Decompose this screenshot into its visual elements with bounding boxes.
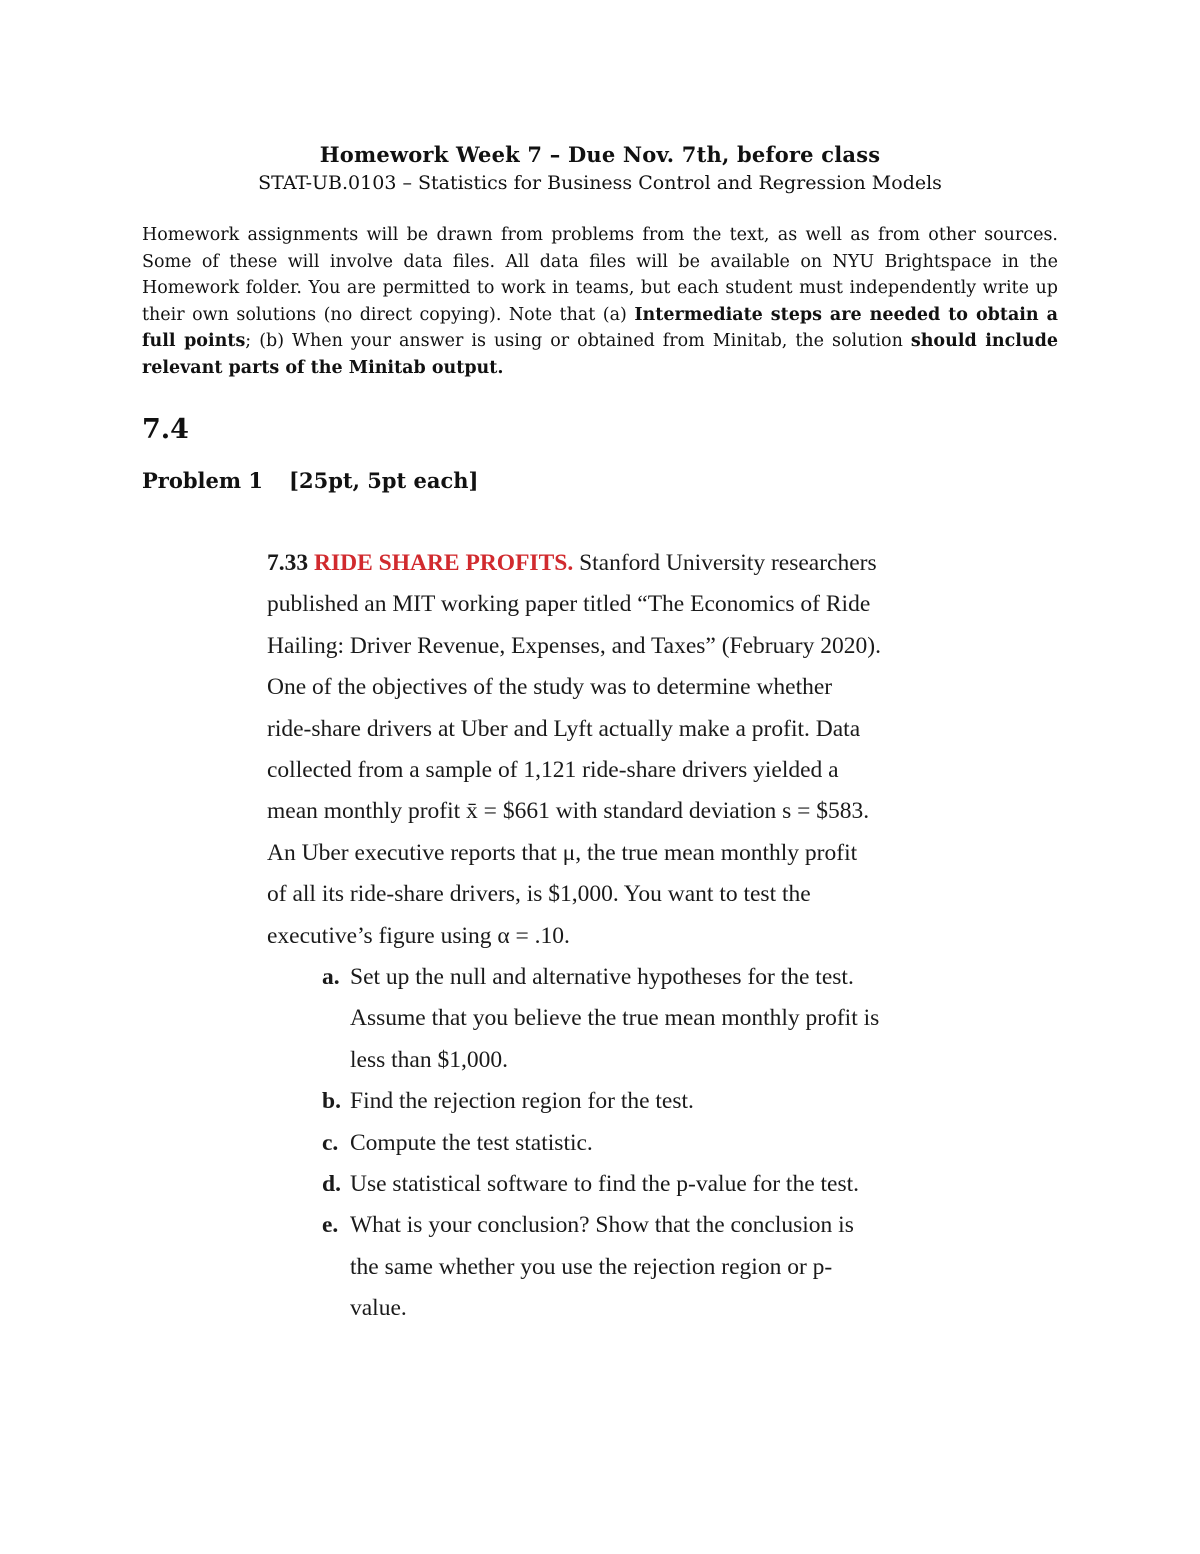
part-line: value.: [350, 1295, 407, 1322]
part-line: Use statistical software to find the p-value for the test.: [350, 1171, 860, 1198]
excerpt-line: ride-share drivers at Uber and Lyft actually make a profit. Data: [267, 715, 861, 742]
part-text: [350, 957, 962, 1081]
excerpt-line: Hailing: Driver Revenue, Expenses, and Taxes” (February 2020).: [267, 632, 881, 659]
excerpt-line: One of the objectives of the study was to determine whether: [267, 674, 833, 701]
textbook-excerpt: [267, 543, 947, 957]
excerpt-line: An Uber executive reports that μ, the true mean monthly profit: [267, 839, 858, 866]
part-line: Set up the null and alternative hypotheses for the test.: [350, 964, 854, 990]
part-line: less than $1,000.: [350, 1046, 508, 1073]
part-letter: c.: [322, 1129, 339, 1156]
excerpt-line: collected from a sample of 1,121 ride-share drivers yielded a: [267, 757, 839, 784]
excerpt-line-text: Stanford University researchers: [573, 550, 877, 576]
problem-points: [25pt, 5pt each]: [289, 468, 479, 493]
excerpt-line: mean monthly profit x̄ = $661 with standard deviation s = $583.: [267, 798, 870, 825]
part-letter: e.: [322, 1212, 339, 1239]
intro-emphasis-b: should include relevant parts of the Minitab output.: [142, 331, 1058, 378]
page-title: Homework Week 7 – Due Nov. 7th, before class: [319, 142, 881, 167]
part-c: [322, 1123, 962, 1164]
part-line: the same whether you use the rejection region or p-: [350, 1253, 833, 1280]
exercise-number: 7.33: [267, 550, 309, 576]
part-line: Find the rejection region for the test.: [350, 1088, 694, 1115]
part-text: [350, 1081, 962, 1122]
excerpt-line: executive’s figure using α = .10.: [267, 922, 570, 949]
part-line: Compute the test statistic.: [350, 1129, 593, 1156]
problem-heading: [142, 468, 478, 493]
part-line: Assume that you believe the true mean monthly profit is: [350, 1005, 880, 1032]
part-letter: b.: [322, 1088, 341, 1115]
excerpt-line: published an MIT working paper titled “The Economics of Ride: [267, 591, 871, 618]
part-text: [350, 1205, 962, 1329]
part-text: [350, 1123, 962, 1164]
part-b: [322, 1081, 962, 1122]
part-text: [350, 1164, 962, 1205]
exercise-heading: RIDE SHARE PROFITS.: [314, 550, 574, 576]
part-a: [322, 957, 962, 1081]
problem-label: Problem 1: [142, 468, 264, 493]
excerpt-line: [267, 543, 947, 584]
part-letter: a.: [322, 964, 340, 990]
intro-text-middle: ; (b) When your answer is using or obtained from Minitab, the solution: [245, 331, 911, 352]
course-subtitle: STAT-UB.0103 – Statistics for Business Control and Regression Models: [258, 172, 942, 194]
part-line: What is your conclusion? Show that the conclusion is: [350, 1212, 854, 1239]
part-letter: d.: [322, 1171, 341, 1198]
excerpt-line: of all its ride-share drivers, is $1,000. You want to test the: [267, 881, 811, 908]
part-e: [322, 1205, 962, 1329]
intro-text: Homework assignments will be drawn from problems from the text, as well as from other sources. Some of these will involve data files. All data files will be available on NYU Brightspace in the Homework folder. You are permitted to work in teams, but each student must independently write up their own solutions (no direct copying). Note that (a): [142, 225, 1058, 325]
exercise-parts: [322, 957, 962, 1330]
intro-emphasis-a: Intermediate steps are needed to obtain a full points: [142, 304, 1058, 352]
intro-paragraph: [142, 222, 1058, 382]
part-d: [322, 1164, 962, 1205]
section-heading: 7.4: [142, 414, 189, 445]
